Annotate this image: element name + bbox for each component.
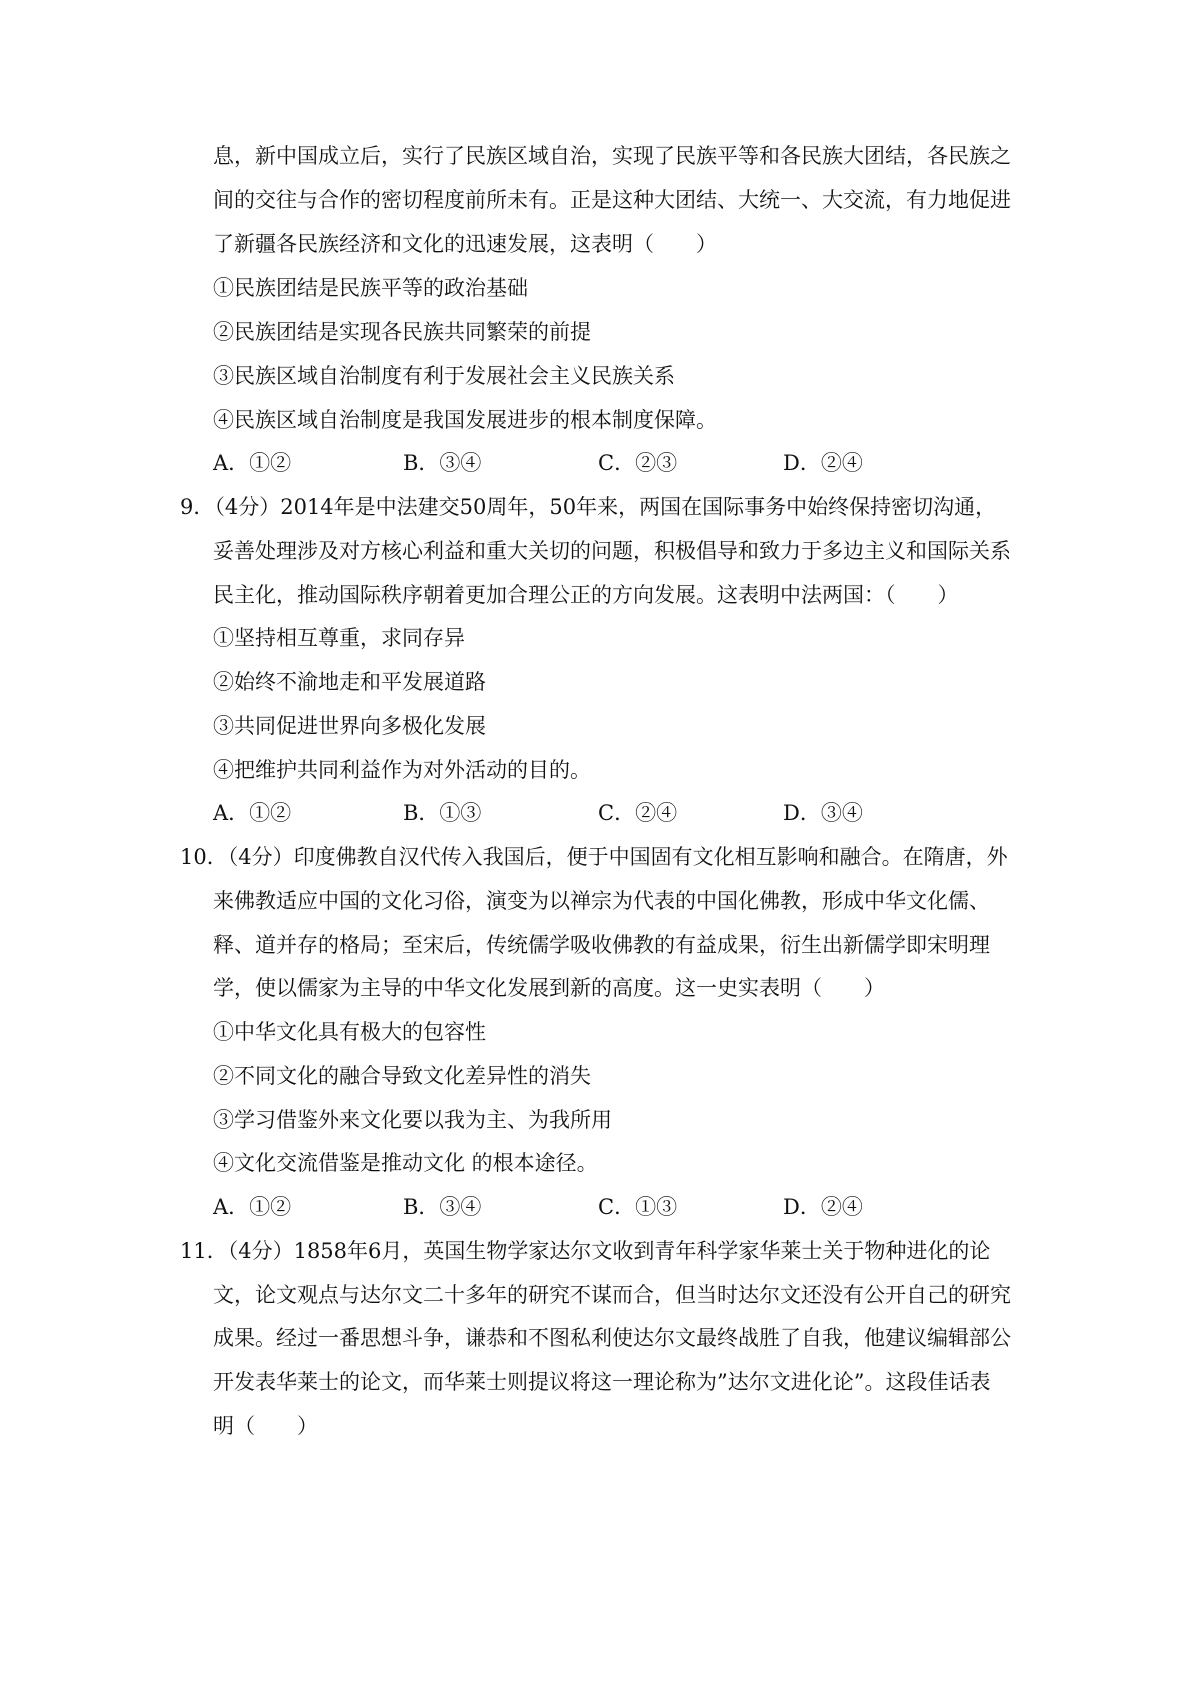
question-8-options [213,448,1033,478]
question-8-text-line: 息，新中国成立后，实行了民族区域自治，实现了民族平等和各民族大团结，各民族之 [213,144,1011,168]
question-9-text-line: 妥善处理涉及对方核心利益和重大关切的问题，积极倡导和致力于多边主义和国际关系 [213,539,1011,563]
question-11-text-line: 文，论文观点与达尔文二十多年的研究不谋而合，但当时达尔文还没有公开自己的研究 [213,1283,1011,1307]
question-10-text-line: 学，使以儒家为主导的中华文化发展到新的高度。这一史实表明（ ） [213,976,885,1000]
question-10-item-4: ④文化交流借鉴是推动文化 的根本途径。 [213,1151,598,1175]
question-10-item-2: ②不同文化的融合导致文化差异性的消失 [213,1064,591,1088]
question-11-text-line: 明（ ） [213,1414,318,1438]
question-8-text-line: 了新疆各民族经济和文化的迅速发展，这表明（ ） [213,232,717,256]
option-b: B．③④ [403,451,482,475]
question-10-text-line: 释、道并存的格局；至宋后，传统儒学吸收佛教的有益成果，衍生出新儒学即宋明理 [213,933,990,957]
question-9-item-1: ①坚持相互尊重，求同存异 [213,626,465,650]
question-8-item-3: ③民族区域自治制度有利于发展社会主义民族关系 [213,364,675,388]
option-a: A．①② [213,1195,292,1219]
question-9-item-4: ④把维护共同利益作为对外活动的目的。 [213,758,591,782]
option-c: C．①③ [598,1195,678,1219]
question-9-stem: 9．（4分）2014年是中法建交50周年，50年来，两国在国际事务中始终保持密切沟通， [180,495,997,519]
question-10-stem: 10．（4分）印度佛教自汉代传入我国后，便于中国固有文化相互影响和融合。在隋唐，外 [180,845,1008,869]
question-10-item-1: ①中华文化具有极大的包容性 [213,1020,486,1044]
option-b: B．③④ [403,1195,482,1219]
option-a: A．①② [213,451,292,475]
option-b: B．①③ [403,801,482,825]
question-11-text-line: 开发表华莱士的论文，而华莱士则提议将这一理论称为”达尔文进化论”。这段佳话表 [213,1370,991,1394]
question-9-options [213,798,1033,828]
question-10-text-line: 来佛教适应中国的文化习俗，演变为以禅宗为代表的中国化佛教，形成中华文化儒、 [213,889,990,913]
question-8-item-2: ②民族团结是实现各民族共同繁荣的前提 [213,320,591,344]
option-a: A．①② [213,801,292,825]
question-11-stem: 11．（4分）1858年6月，英国生物学家达尔文收到青年科学家华莱士关于物种进化的论 [180,1239,991,1263]
option-d: D．②④ [783,1195,863,1219]
option-d: D．②④ [783,451,863,475]
question-8-text-line: 间的交往与合作的密切程度前所未有。正是这种大团结、大统一、大交流，有力地促进 [213,188,1011,212]
question-10-options [213,1192,1033,1222]
question-11-text-line: 成果。经过一番思想斗争，谦恭和不图私利使达尔文最终战胜了自我，他建议编辑部公 [213,1326,1011,1350]
question-8-item-4: ④民族区域自治制度是我国发展进步的根本制度保障。 [213,408,717,432]
question-9-text-line: 民主化，推动国际秩序朝着更加合理公正的方向发展。这表明中法两国：（ ） [213,583,959,607]
question-8-item-1: ①民族团结是民族平等的政治基础 [213,276,528,300]
option-d: D．③④ [783,801,863,825]
question-9-item-3: ③共同促进世界向多极化发展 [213,714,486,738]
option-c: C．②③ [598,451,678,475]
question-9-item-2: ②始终不渝地走和平发展道路 [213,670,486,694]
question-10-item-3: ③学习借鉴外来文化要以我为主、为我所用 [213,1108,612,1132]
option-c: C．②④ [598,801,678,825]
